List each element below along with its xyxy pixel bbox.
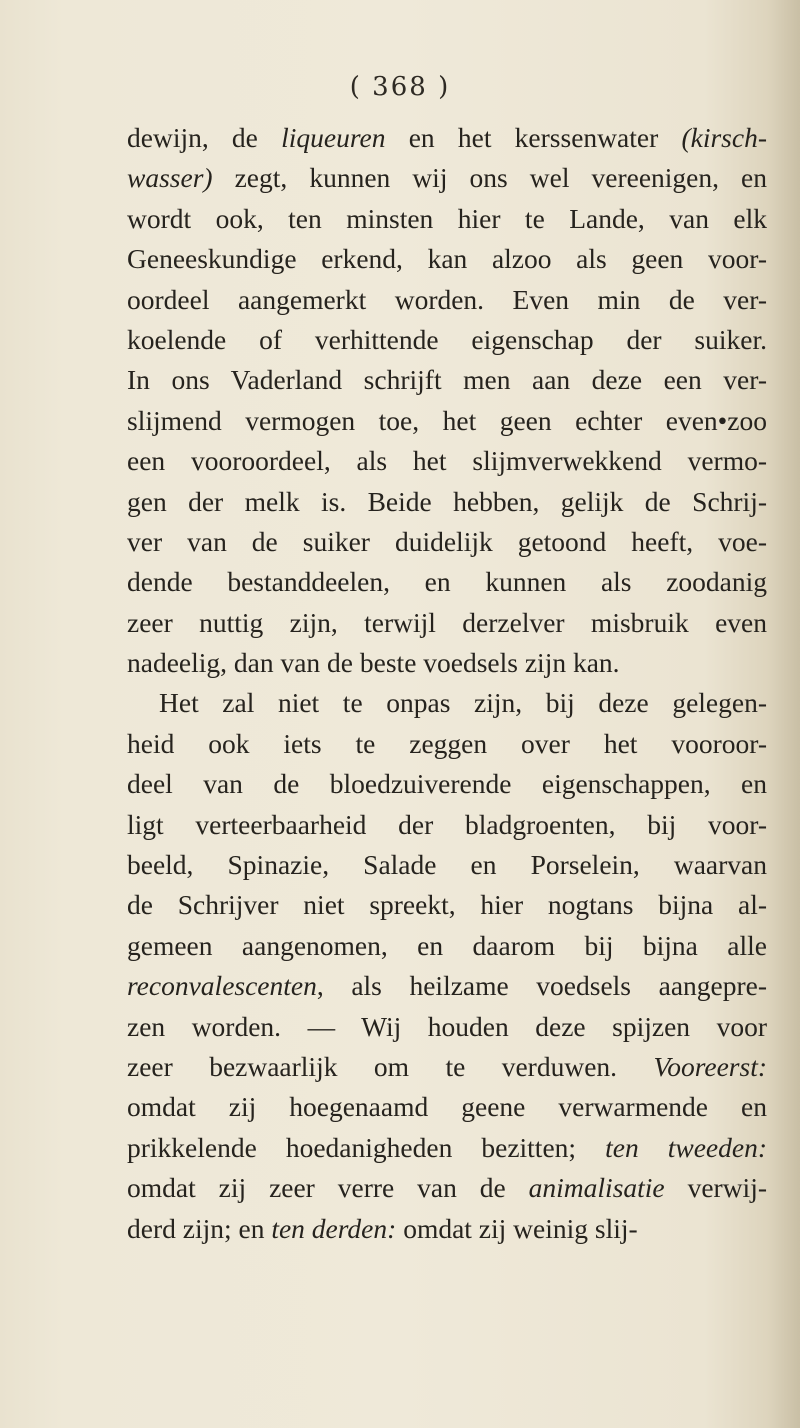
text-line (127, 805, 767, 845)
italic-text: wasser) (127, 162, 213, 194)
text-line (127, 845, 767, 885)
text-line (127, 966, 767, 1006)
text-segment: gen der melk is. Beide hebben, gelijk de Schrij- (127, 485, 767, 517)
text-segment: omdat zij hoegenaamd geene verwarmende en (127, 1091, 767, 1123)
text-segment: beeld, Spinazie, Salade en Porselein, waarvan (127, 849, 767, 881)
text-segment: prikkelende hoedanigheden bezitten; (127, 1131, 606, 1163)
text-segment: derd zijn; en (127, 1212, 272, 1244)
italic-text: ten derden: (271, 1212, 397, 1244)
text-line (127, 199, 767, 239)
italic-text: Vooreerst: (653, 1050, 767, 1082)
text-segment: oordeel aangemerkt worden. Even min de ver- (127, 283, 767, 315)
italic-text: ten tweeden: (605, 1131, 767, 1163)
text-segment: zen worden. — Wij houden deze spijzen voor (127, 1010, 767, 1042)
italic-text: (kirsch- (681, 122, 767, 153)
text-line (127, 1047, 767, 1087)
text-line (127, 603, 767, 643)
text-segment: zeer bezwaarlijk om te verduwen. (127, 1050, 654, 1082)
text-line (127, 118, 767, 158)
text-segment: Geneeskundige erkend, kan alzoo als geen voor- (127, 243, 767, 275)
text-line (127, 1209, 767, 1249)
text-line (127, 562, 767, 602)
text-line (127, 441, 767, 481)
text-segment: dewijn, de (127, 122, 282, 153)
text-segment: wordt ook, ten minsten hier te Lande, van elk (127, 202, 767, 234)
text-segment: slijmend vermogen toe, het geen echter even•zoo (127, 404, 767, 436)
text-segment: , als heilzame voedsels aangepre- (316, 970, 767, 1002)
text-line (127, 320, 767, 360)
text-line (127, 280, 767, 320)
text-line (127, 764, 767, 804)
text-line (127, 1168, 767, 1208)
text-segment: de Schrijver niet spreekt, hier nogtans bijna al- (127, 889, 767, 921)
text-segment: In ons Vaderland schrijft men aan deze een ver- (127, 364, 767, 396)
italic-text: reconvalescenten (127, 970, 317, 1002)
text-line (127, 885, 767, 925)
text-segment: Het zal niet te onpas zijn, bij deze gelegen- (159, 687, 767, 719)
text-line (127, 158, 767, 198)
text-line (127, 724, 767, 764)
text-segment: koelende of verhittende eigenschap der suiker. (127, 323, 767, 355)
text-segment: gemeen aangenomen, en daarom bij bijna alle (127, 929, 767, 961)
text-line (127, 401, 767, 441)
text-segment: omdat zij weinig slij- (396, 1212, 638, 1244)
text-line (127, 1087, 767, 1127)
page-number: ( 368 ) (349, 72, 451, 102)
text-segment: dende bestanddeelen, en kunnen als zoodanig (127, 566, 767, 598)
text-line (127, 239, 767, 279)
text-line (127, 522, 767, 562)
italic-text: liqueuren (281, 122, 386, 153)
text-segment: een vooroordeel, als het slijmverwekkend vermo- (127, 445, 767, 477)
text-segment: deel van de bloedzuiverende eigenschappen, en (127, 768, 767, 800)
text-segment: omdat zij zeer verre van de (127, 1172, 529, 1204)
italic-text: animalisatie (528, 1172, 665, 1204)
text-line (127, 482, 767, 522)
text-line (127, 360, 767, 400)
text-segment: zegt, kunnen wij ons wel vereenigen, en (212, 162, 767, 194)
text-line (127, 683, 767, 723)
body-text (127, 118, 767, 1249)
text-segment: verwij- (664, 1172, 767, 1204)
text-line (127, 643, 767, 683)
text-segment: ligt verteerbaarheid der bladgroenten, bij voor- (127, 808, 767, 840)
text-segment: ver van de suiker duidelijk getoond heeft, voe- (127, 525, 767, 557)
text-segment: zeer nuttig zijn, terwijl derzelver misbruik even (127, 606, 767, 638)
text-segment: en het kerssenwater (385, 122, 682, 153)
text-line (127, 1128, 767, 1168)
text-segment: nadeelig, dan van de beste voedsels zijn kan. (127, 647, 620, 679)
text-segment: heid ook iets te zeggen over het vooroor- (127, 727, 767, 759)
text-line (127, 926, 767, 966)
text-line (127, 1007, 767, 1047)
